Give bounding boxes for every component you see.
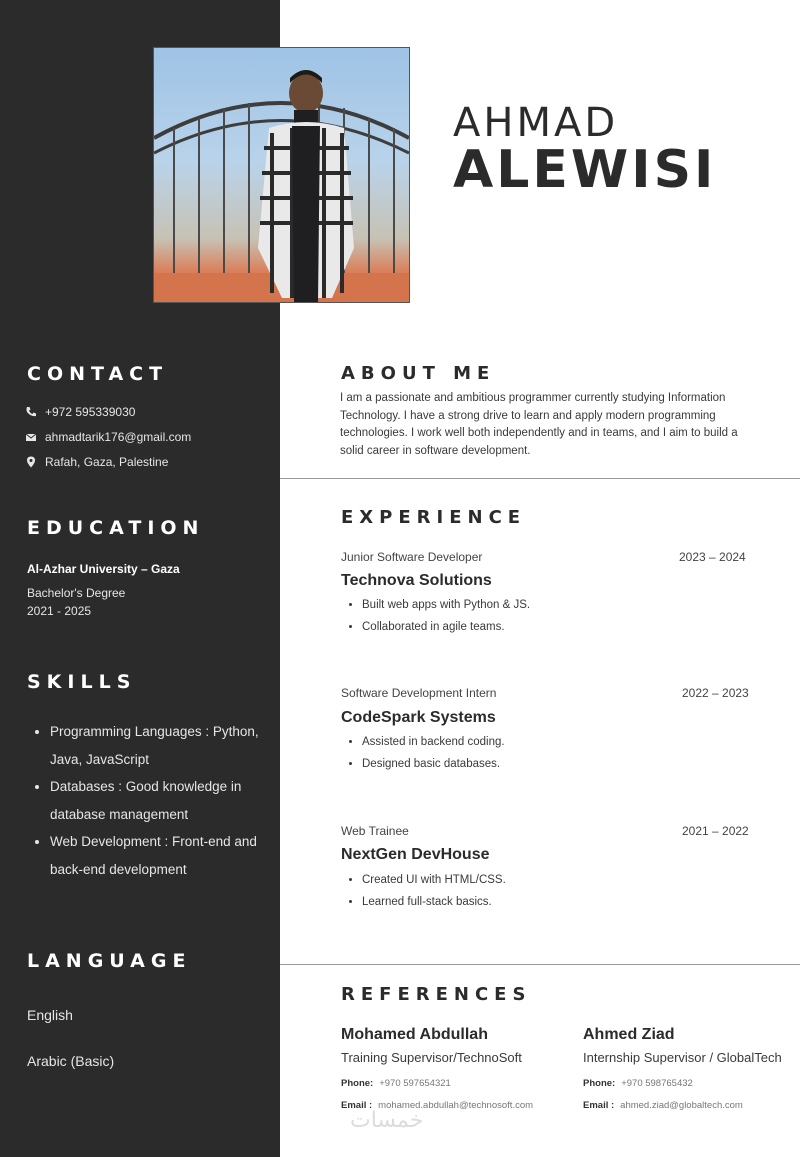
contact-phone-text: +972 595339030 [45,405,136,419]
job-bullet: • Assisted in backend coding. [362,731,505,753]
contact-location-text: Rafah, Gaza, Palestine [45,455,169,469]
divider [280,964,800,965]
last-name: ALEWISI [453,140,717,200]
job-role: Software Development Intern [341,686,497,700]
skill-item: • Web Development : Front-end and back-end development [50,828,280,883]
about-text: I am a passionate and ambitious programmer currently studying Information Technology. I have a strong drive to learn and apply modern programming technologies. I work well both independently and in teams, and I aim to build a solid career in software development. [340,392,738,457]
job-bullet: • Created UI with HTML/CSS. [362,869,506,891]
experience-heading: EXPERIENCE [341,507,527,528]
job-dates: 2022 – 2023 [682,686,749,700]
reference-email[interactable] [583,1100,743,1111]
language-heading: LANGUAGE [27,950,192,972]
job-dates: 2023 – 2024 [679,550,746,564]
mail-icon [25,431,37,443]
location-pin-icon [25,456,37,468]
contact-email[interactable] [25,430,191,444]
watermark: خمسات [350,1108,424,1133]
job-bullets [345,869,506,913]
reference-name: Mohamed Abdullah [341,1026,488,1043]
email-label: Email : [583,1100,615,1111]
job-bullet: • Designed basic databases. [362,753,505,775]
phone-label: Phone: [341,1078,374,1089]
skills-heading: SKILLS [27,671,137,693]
reference-title: Training Supervisor/TechnoSoft [341,1050,522,1065]
skills-list [30,718,280,883]
job-bullets [345,594,530,638]
contact-email-text: ahmadtarik176@gmail.com [45,430,192,444]
reference-phone[interactable] [341,1078,451,1089]
job-company: CodeSpark Systems [341,709,496,726]
education-degree: Bachelor's Degree [27,586,126,600]
divider [280,478,800,479]
job-dates: 2021 – 2022 [682,824,749,838]
job-bullets [345,731,505,775]
references-heading: REFERENCES [341,984,532,1005]
job-role: Junior Software Developer [341,550,483,564]
job-company: NextGen DevHouse [341,846,490,863]
skill-item: • Databases : Good knowledge in database management [50,773,280,828]
phone-icon [25,406,37,418]
contact-phone[interactable] [25,405,135,419]
reference-phone[interactable] [583,1078,693,1089]
reference-email-value: mohamed.abdullah@technosoft.com [378,1100,534,1111]
job-bullet: • Learned full-stack basics. [362,891,506,913]
contact-heading: CONTACT [27,363,169,385]
education-school: Al-Azhar University – Gaza [27,562,180,576]
job-bullet: • Collaborated in agile teams. [362,616,530,638]
job-bullet: • Built web apps with Python & JS. [362,594,530,616]
education-heading: EDUCATION [27,517,205,539]
email-label: Email : [341,1100,373,1111]
language-item: English [27,1007,73,1023]
skill-item: • Programming Languages : Python, Java, JavaScript [50,718,280,773]
phone-label: Phone: [583,1078,616,1089]
reference-phone-value: +970 597654321 [379,1078,451,1089]
reference-name: Ahmed Ziad [583,1026,675,1043]
job-role: Web Trainee [341,824,409,838]
job-company: Technova Solutions [341,572,492,589]
reference-title: Internship Supervisor / GlobalTech [583,1050,782,1065]
education-years: 2021 - 2025 [27,604,92,618]
language-item: Arabic (Basic) [27,1053,115,1069]
first-name: AHMAD [453,100,619,146]
reference-phone-value: +970 598765432 [621,1078,693,1089]
profile-photo [153,47,410,303]
reference-email-value: ahmed.ziad@globaltech.com [620,1100,743,1111]
contact-location [25,455,168,469]
about-heading: ABOUT ME [341,363,496,384]
